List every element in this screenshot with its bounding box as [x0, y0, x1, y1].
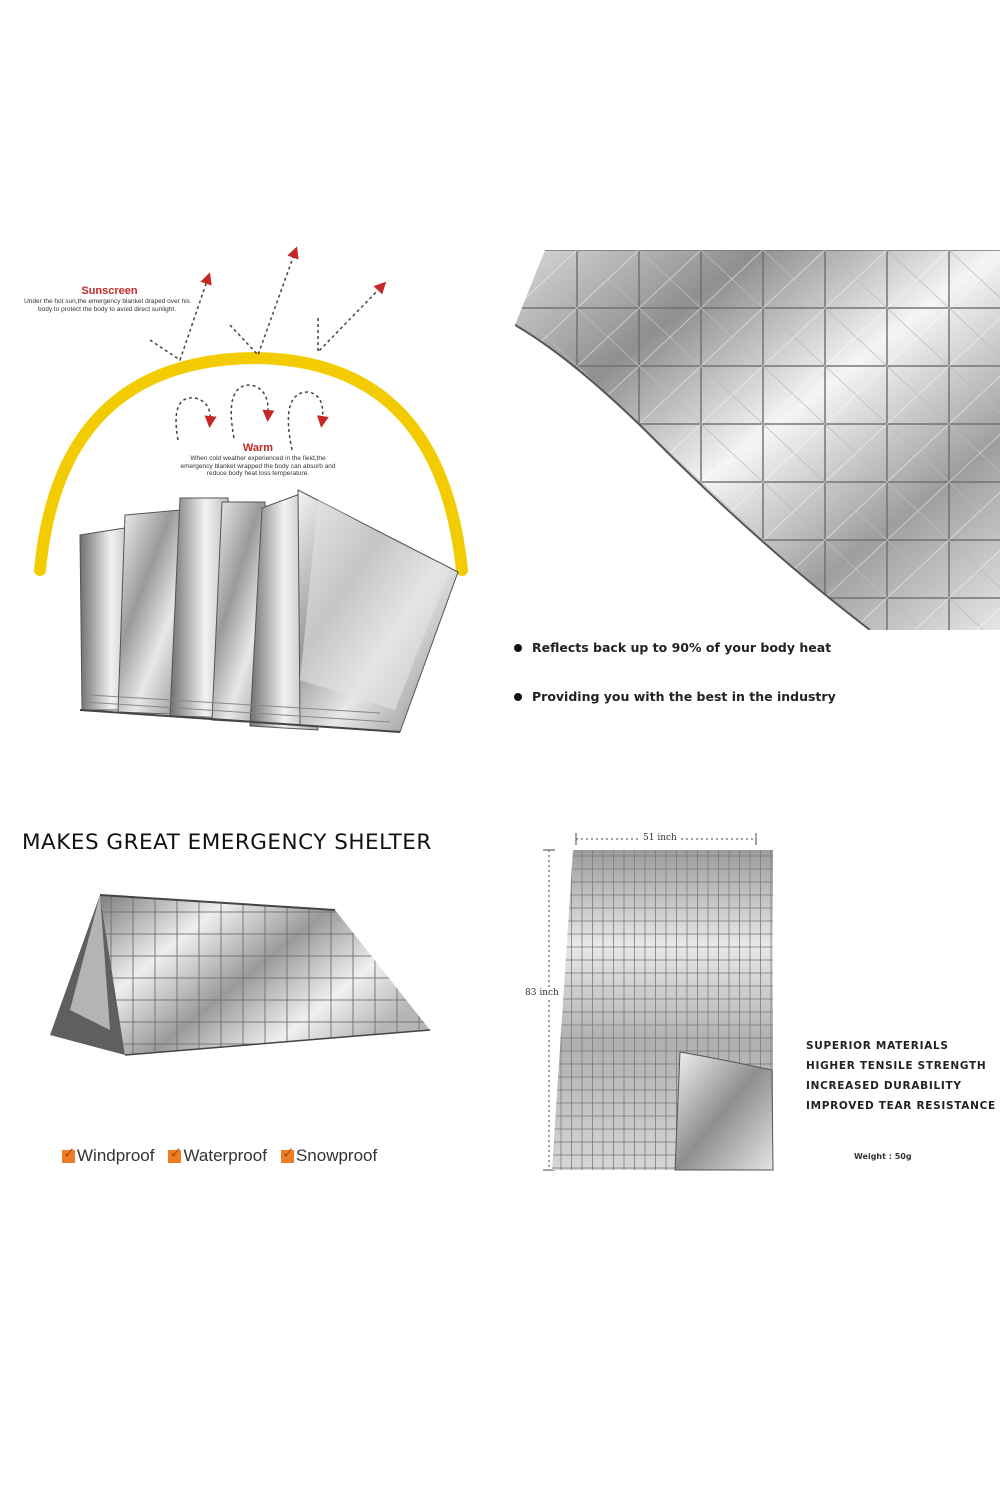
checkbox-icon	[62, 1150, 75, 1163]
bullet-text: Reflects back up to 90% of your body heat	[532, 640, 832, 655]
sunscreen-description: Under the hot sun,the emergency blanket draped over his body to protect the body to avoid direct sunlight.	[24, 298, 190, 313]
warm-arrow	[288, 392, 322, 450]
blanket-dimensions-image	[540, 830, 780, 1175]
feature-label: Snowproof	[295, 1146, 378, 1165]
weight-label: Weight : 50g	[854, 1152, 912, 1161]
reflect-arrow	[230, 252, 295, 355]
emergency-tent-image	[45, 890, 435, 1090]
feature-label: Waterproof	[183, 1146, 267, 1165]
shelter-heading: MAKES GREAT EMERGENCY SHELTER	[22, 830, 432, 855]
bullet-item	[514, 689, 836, 704]
warm-title: Warm	[242, 442, 274, 454]
foil-blanket-corner-image	[515, 250, 1000, 630]
spec-item: INCREASED DURABILITY	[806, 1080, 962, 1092]
bullet-text: Providing you with the best in the industry	[532, 689, 836, 704]
feature-label: Windproof	[77, 1146, 155, 1165]
bullet-dot	[514, 693, 522, 701]
sunscreen-title: Sunscreen	[81, 285, 138, 297]
feature-snowproof	[281, 1146, 377, 1166]
spec-item: SUPERIOR MATERIALS	[806, 1040, 949, 1052]
folded-blankets	[80, 490, 458, 732]
feature-windproof	[62, 1146, 154, 1166]
sunscreen-warm-illustration	[0, 240, 500, 740]
spec-list	[806, 1036, 996, 1116]
warm-arrow	[231, 385, 268, 438]
width-dimension-label: 51 inch	[640, 833, 680, 843]
warm-description: When cold weather experienced in the field,the emergency blanket wrapped the body can absorb and reduce body heat loss temperature.	[180, 455, 336, 477]
spec-item: HIGHER TENSILE STRENGTH	[806, 1060, 987, 1072]
bullet-dot	[514, 644, 522, 652]
spec-item: IMPROVED TEAR RESISTANCE	[806, 1100, 996, 1112]
checkbox-icon	[168, 1150, 181, 1163]
feature-waterproof	[168, 1146, 266, 1166]
warm-arrow	[176, 398, 210, 440]
reflect-arrow	[150, 278, 208, 360]
checkbox-icon	[281, 1150, 294, 1163]
bullet-item	[514, 640, 831, 655]
feature-list	[62, 1146, 377, 1166]
reflect-arrow	[318, 286, 382, 352]
height-dimension-label: 83 inch	[525, 988, 559, 998]
